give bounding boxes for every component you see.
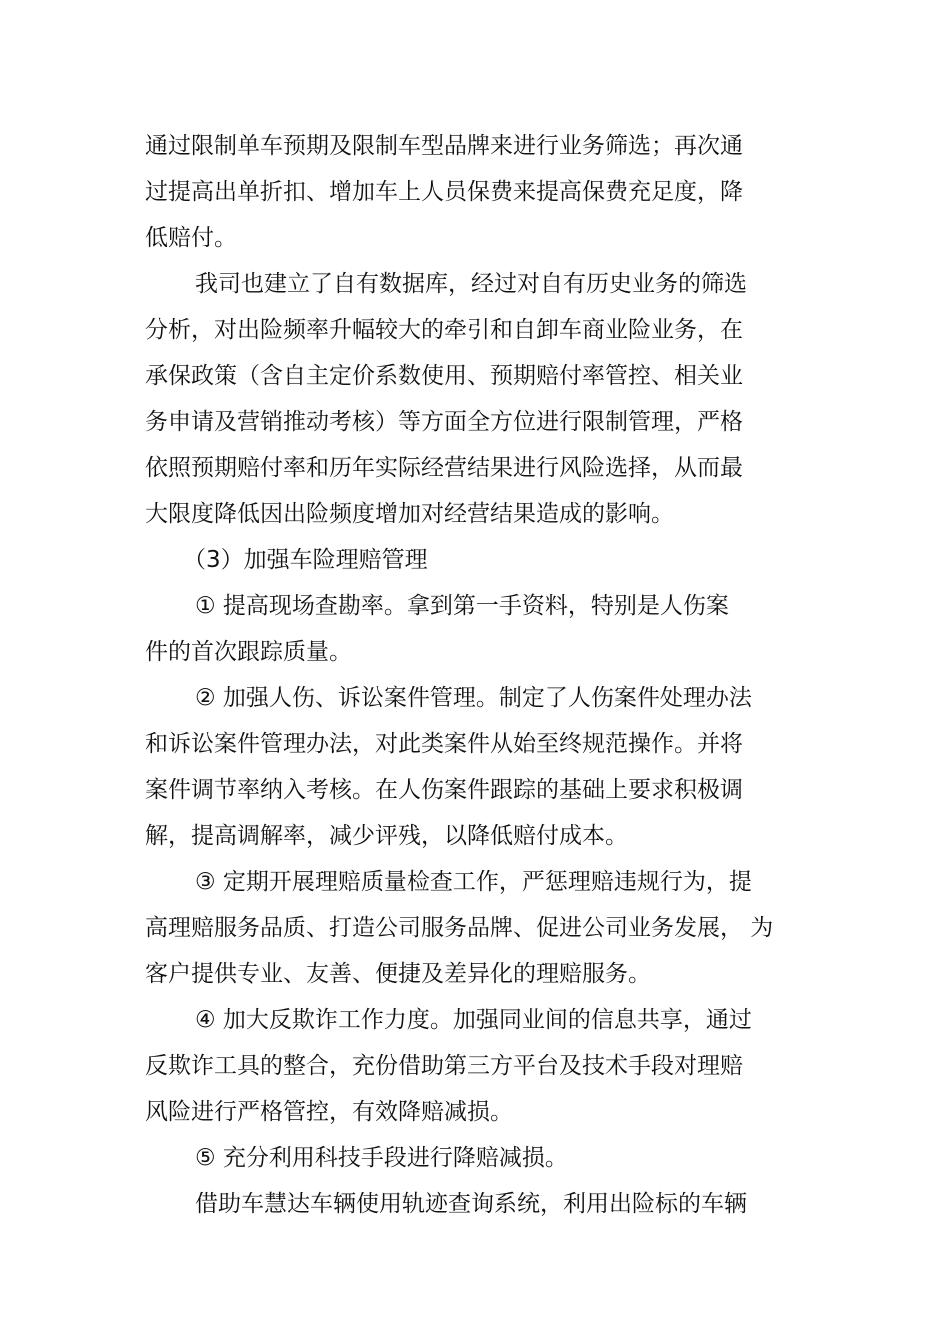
paragraph-start-line: 我司也建立了自有数据库，经过对自有历史业务的筛选 bbox=[195, 271, 747, 297]
text-line: 依照预期赔付率和历年实际经营结果进行风险选择，从而最 bbox=[145, 455, 743, 481]
text-line: 客户提供专业、友善、便捷及差异化的理赔服务。 bbox=[145, 961, 651, 987]
text-line: 分析，对出险频率升幅较大的牵引和自卸车商业险业务，在 bbox=[145, 317, 743, 343]
text-line: 大限度降低因出险频度增加对经营结果造成的影响。 bbox=[145, 501, 674, 527]
text-line: 反欺诈工具的整合，充份借助第三方平台及技术手段对理赔 bbox=[145, 1053, 743, 1079]
list-item-5-start: ⑤ 充分利用科技手段进行降赔减损。 bbox=[195, 1145, 568, 1171]
section-heading: （3）加强车险理赔管理 bbox=[183, 547, 428, 573]
text-line: 通过限制单车预期及限制车型品牌来进行业务筛选；再次通 bbox=[145, 133, 743, 159]
document-body bbox=[145, 123, 815, 1227]
text-line: 低赔付。 bbox=[145, 225, 237, 251]
paragraph-start-line: 借助车慧达车辆使用轨迹查询系统，利用出险标的车辆 bbox=[195, 1191, 747, 1217]
list-item-1-start: ① 提高现场查勘率。拿到第一手资料，特别是人伤案 bbox=[195, 593, 729, 619]
text-line: 案件调节率纳入考核。在人伤案件跟踪的基础上要求积极调 bbox=[145, 777, 743, 803]
text-line: 务申请及营销推动考核）等方面全方位进行限制管理，严格 bbox=[145, 409, 743, 435]
text-line: 件的首次跟踪质量。 bbox=[145, 639, 352, 665]
text-line: 风险进行严格管控，有效降赔减损。 bbox=[145, 1099, 513, 1125]
text-line: 过提高出单折扣、增加车上人员保费来提高保费充足度，降 bbox=[145, 179, 743, 205]
text-line: 和诉讼案件管理办法，对此类案件从始至终规范操作。并将 bbox=[145, 731, 743, 757]
list-item-3-start: ③ 定期开展理赔质量检查工作，严惩理赔违规行为，提 bbox=[195, 869, 752, 895]
text-line: 解，提高调解率，减少评残，以降低赔付成本。 bbox=[145, 823, 628, 849]
text-line: 高理赔服务品质、打造公司服务品牌、促进公司业务发展， 为 bbox=[145, 915, 774, 941]
list-item-4-start: ④ 加大反欺诈工作力度。加强同业间的信息共享，通过 bbox=[195, 1007, 752, 1033]
list-item-2-start: ② 加强人伤、诉讼案件管理。制定了人伤案件处理办法 bbox=[195, 685, 752, 711]
text-line: 承保政策（含自主定价系数使用、预期赔付率管控、相关业 bbox=[145, 363, 743, 389]
